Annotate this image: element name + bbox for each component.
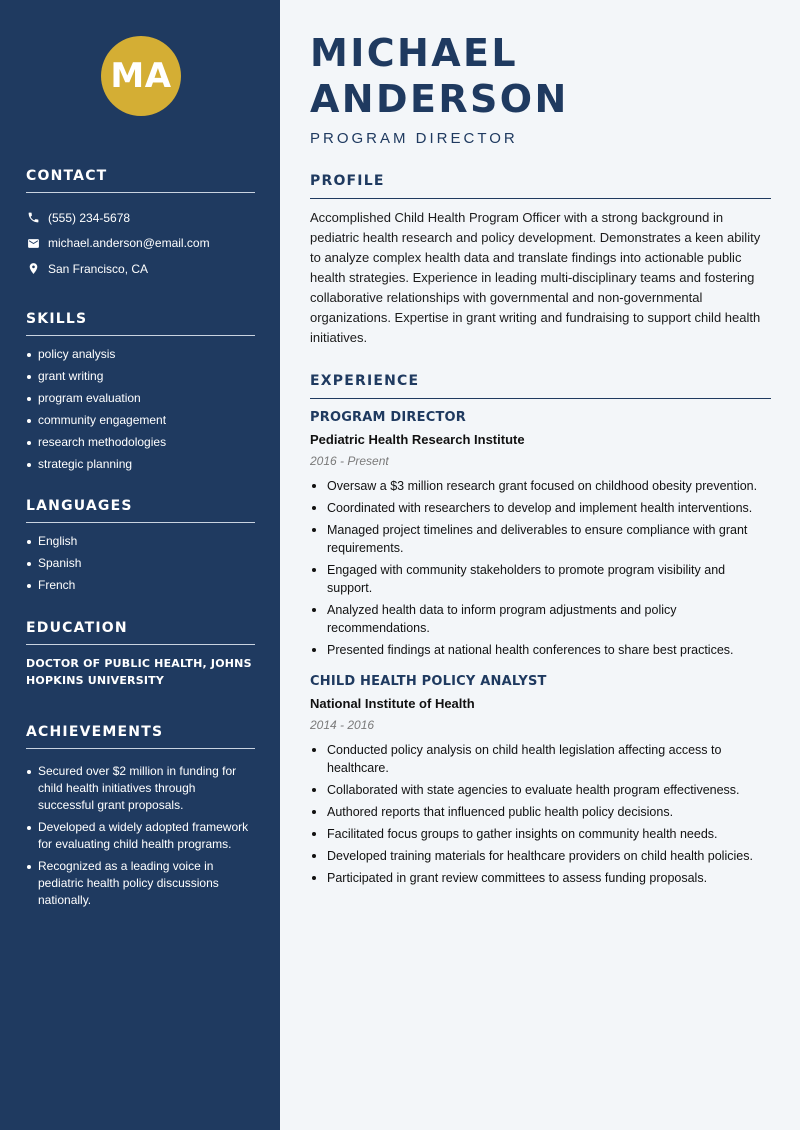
phone-icon (26, 211, 40, 225)
phone-text: (555) 234-5678 (48, 210, 131, 225)
skill-item: research methodologies (26, 434, 254, 451)
education-degree: DOCTOR OF PUBLIC HEALTH, JOHNS HOPKINS UNIVERSITY (26, 656, 252, 687)
education-heading: EDUCATION (26, 620, 255, 645)
skill-item: strategic planning (26, 456, 254, 473)
job-dates: 2014 - 2016 (310, 718, 375, 732)
avatar (101, 36, 181, 116)
languages-section (26, 498, 254, 594)
contact-list (26, 205, 254, 282)
job-bullet: Participated in grant review committees to assess funding proposals. (310, 869, 771, 887)
job-entry (310, 410, 771, 659)
location-pin-icon (26, 262, 40, 276)
job-bullet: Facilitated focus groups to gather insights on community health needs. (310, 825, 771, 843)
job-bullet: Presented findings at national health conferences to share best practices. (310, 641, 771, 659)
profile-text: Accomplished Child Health Program Officer with a strong background in pediatric health research and policy development. Demonstrates a keen ability to analyze complex health data and translate findings into actionable public health strategies. Experience in leading multi-disciplinary teams and fostering collaborative relationships with governmental and non-governmental organizations. Expertise in grant writing and fundraising to support child health initiatives. (310, 210, 761, 345)
job-organization: National Institute of Health (310, 696, 475, 711)
job-bullet: Developed training materials for healthcare providers on child health policies. (310, 847, 771, 865)
skills-list (26, 346, 254, 473)
experience-heading: EXPERIENCE (310, 373, 771, 399)
profile-heading: PROFILE (310, 173, 771, 199)
achievement-item: Secured over $2 million in funding for child health initiatives through successful grant proposals. (26, 763, 254, 814)
skills-section (26, 311, 254, 473)
experience-section (310, 373, 771, 887)
skill-item: community engagement (26, 412, 254, 429)
contact-email (26, 231, 254, 257)
education-section (26, 620, 254, 689)
main-content (280, 0, 800, 1130)
avatar-initials: MA (110, 56, 172, 96)
person-role: PROGRAM DIRECTOR (310, 130, 518, 147)
skill-item: program evaluation (26, 390, 254, 407)
job-bullet: Collaborated with state agencies to evaluate health program effectiveness. (310, 781, 771, 799)
achievement-item: Developed a widely adopted framework for evaluating child health programs. (26, 819, 254, 853)
language-item: English (26, 533, 254, 550)
job-bullet: Authored reports that influenced public health policy decisions. (310, 803, 771, 821)
language-item: French (26, 577, 254, 594)
job-bullet: Analyzed health data to inform program adjustments and policy recommendations. (310, 601, 771, 637)
skills-heading: SKILLS (26, 311, 255, 336)
achievements-section (26, 724, 254, 909)
job-bullet: Coordinated with researchers to develop and implement health interventions. (310, 499, 771, 517)
job-entry (310, 674, 771, 887)
languages-list (26, 533, 254, 594)
contact-section (26, 168, 254, 282)
achievement-item: Recognized as a leading voice in pediatric health policy discussions nationally. (26, 858, 254, 909)
job-title: PROGRAM DIRECTOR (310, 410, 466, 425)
skill-item: policy analysis (26, 346, 254, 363)
job-bullet: Managed project timelines and deliverables to ensure compliance with grant requirements. (310, 521, 771, 557)
person-name: MICHAEL ANDERSON (310, 31, 569, 121)
job-organization: Pediatric Health Research Institute (310, 432, 525, 447)
sidebar (0, 0, 280, 1130)
languages-heading: LANGUAGES (26, 498, 255, 523)
skill-item: grant writing (26, 368, 254, 385)
achievements-list (26, 763, 254, 909)
achievements-heading: ACHIEVEMENTS (26, 724, 255, 749)
contact-phone (26, 205, 254, 231)
job-bullet: Oversaw a $3 million research grant focused on childhood obesity prevention. (310, 477, 771, 495)
location-text: San Francisco, CA (48, 261, 149, 276)
job-bullets (310, 741, 771, 887)
email-text: michael.anderson@email.com (48, 236, 210, 251)
profile-section (310, 173, 771, 348)
job-bullets (310, 477, 771, 659)
job-bullet: Engaged with community stakeholders to promote program visibility and support. (310, 561, 771, 597)
contact-heading: CONTACT (26, 168, 255, 193)
language-item: Spanish (26, 555, 254, 572)
job-title: CHILD HEALTH POLICY ANALYST (310, 674, 547, 689)
contact-location (26, 256, 254, 282)
mail-icon (26, 236, 40, 250)
job-bullet: Conducted policy analysis on child health legislation affecting access to healthcare. (310, 741, 771, 777)
job-dates: 2016 - Present (310, 454, 389, 468)
